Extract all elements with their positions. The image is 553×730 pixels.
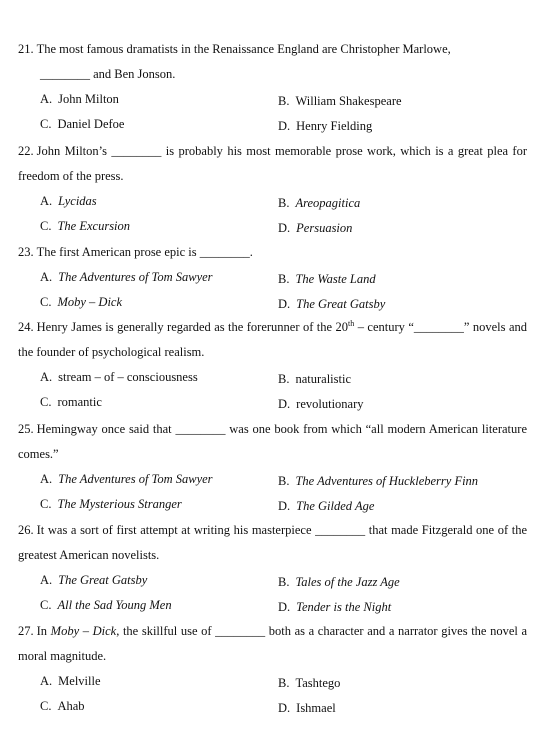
stem-text: It was a sort of first attempt at writing his masterpiece — [36, 523, 316, 537]
option-letter: D. — [278, 600, 291, 614]
option-a — [40, 669, 101, 694]
option-text: Henry Fielding — [296, 119, 373, 133]
question-stem — [18, 139, 527, 189]
option-c — [40, 290, 122, 315]
option-c — [40, 593, 172, 618]
option-text: Melville — [58, 674, 101, 688]
option-letter: D. — [278, 397, 291, 411]
question-number: 23. — [18, 245, 34, 259]
option-c — [40, 492, 182, 517]
option-letter: C. — [40, 117, 52, 131]
option-a — [40, 265, 213, 290]
question-number: 22. — [18, 144, 34, 158]
stem-text: both as a character and a narrator gives the novel a moral magnitude. — [18, 624, 528, 663]
option-b — [278, 191, 360, 216]
stem-title: Moby – Dick — [50, 624, 117, 638]
option-text: John Milton — [58, 92, 119, 106]
option-c — [40, 112, 124, 137]
option-c — [40, 694, 85, 719]
option-letter: D. — [278, 701, 291, 715]
answer-blank: ________ — [175, 422, 226, 436]
options-group — [18, 467, 527, 517]
option-a — [40, 467, 213, 492]
stem-text: – century “ — [354, 320, 414, 334]
option-text: Persuasion — [296, 221, 353, 235]
option-a — [40, 568, 147, 593]
question-21 — [18, 37, 527, 137]
option-text: The Adventures of Tom Sawyer — [58, 472, 213, 486]
answer-blank: ________ — [199, 245, 250, 259]
options-group — [18, 189, 527, 239]
question-22 — [18, 139, 527, 239]
option-letter: B. — [278, 575, 290, 589]
stem-text: The first American prose epic is — [36, 245, 200, 259]
option-d — [278, 292, 385, 317]
option-letter: A. — [40, 573, 53, 587]
option-letter: C. — [40, 219, 52, 233]
stem-text: . — [249, 245, 253, 259]
option-text: The Gilded Age — [296, 499, 375, 513]
option-text: The Mysterious Stranger — [57, 497, 182, 511]
option-text: Tales of the Jazz Age — [295, 575, 400, 589]
stem-text: In — [36, 624, 51, 638]
options-group — [18, 669, 527, 719]
option-b — [278, 469, 478, 494]
option-text: Areopagitica — [295, 196, 361, 210]
option-letter: C. — [40, 497, 52, 511]
option-d — [278, 114, 372, 139]
option-text: The Great Gatsby — [58, 573, 148, 587]
option-letter: A. — [40, 270, 53, 284]
option-letter: B. — [278, 676, 290, 690]
option-text: naturalistic — [295, 372, 352, 386]
question-stem — [18, 240, 527, 265]
option-d — [278, 696, 336, 721]
option-text: Tashtego — [295, 676, 341, 690]
superscript: th — [348, 318, 355, 328]
option-letter: B. — [278, 196, 290, 210]
answer-blank: ________ — [315, 523, 366, 537]
option-d — [278, 494, 374, 519]
question-26 — [18, 518, 527, 618]
stem-text: John Milton’s — [36, 144, 112, 158]
option-c — [40, 214, 130, 239]
stem-text: and Ben Jonson. — [90, 67, 176, 81]
option-letter: B. — [278, 474, 290, 488]
question-number: 24. — [18, 320, 34, 334]
stem-text: Henry James is generally regarded as the forerunner of the 20 — [36, 320, 349, 334]
question-stem — [18, 518, 527, 568]
answer-blank: ________ — [215, 624, 266, 638]
answer-blank: ________ — [413, 320, 464, 334]
question-number: 25. — [18, 422, 34, 436]
options-group — [18, 568, 527, 618]
option-text: The Excursion — [57, 219, 131, 233]
option-letter: D. — [278, 499, 291, 513]
option-text: Ahab — [57, 699, 85, 713]
option-text: The Adventures of Tom Sawyer — [58, 270, 213, 284]
option-letter: A. — [40, 674, 53, 688]
option-b — [278, 89, 402, 114]
option-d — [278, 595, 391, 620]
option-letter: A. — [40, 370, 53, 384]
option-d — [278, 216, 352, 241]
option-b — [278, 671, 340, 696]
option-letter: A. — [40, 472, 53, 486]
option-text: revolutionary — [296, 397, 364, 411]
option-letter: A. — [40, 194, 53, 208]
option-letter: B. — [278, 94, 290, 108]
option-b — [278, 570, 400, 595]
option-letter: C. — [40, 699, 52, 713]
options-group — [18, 87, 527, 137]
stem-text: Hemingway once said that — [36, 422, 176, 436]
option-text: stream – of – consciousness — [58, 370, 198, 384]
stem-text: that made Fitzgerald one of the greatest American novelists. — [18, 523, 527, 562]
option-d — [278, 392, 364, 417]
option-letter: C. — [40, 395, 52, 409]
stem-text: is probably his most memorable prose work, which is a great plea for freedom of the press. — [18, 144, 527, 183]
question-number: 26. — [18, 523, 34, 537]
question-25 — [18, 417, 527, 517]
option-letter: D. — [278, 297, 291, 311]
option-text: The Adventures of Huckleberry Finn — [295, 474, 479, 488]
option-text: Lycidas — [58, 194, 97, 208]
option-c — [40, 390, 102, 415]
option-letter: B. — [278, 272, 290, 286]
stem-text: ” novels and the founder of psychological realism. — [18, 320, 528, 359]
option-letter: C. — [40, 598, 52, 612]
option-text: All the Sad Young Men — [57, 598, 172, 612]
option-text: Ishmael — [296, 701, 336, 715]
option-text: Moby – Dick — [57, 295, 123, 309]
option-a — [40, 189, 97, 214]
option-text: William Shakespeare — [295, 94, 402, 108]
answer-blank: ________ — [40, 67, 90, 81]
option-text: The Great Gatsby — [296, 297, 386, 311]
option-text: Daniel Defoe — [57, 117, 125, 131]
question-27 — [18, 619, 527, 719]
option-letter: A. — [40, 92, 53, 106]
option-letter: C. — [40, 295, 52, 309]
options-group — [18, 265, 527, 315]
question-stem — [18, 37, 527, 87]
options-group — [18, 365, 527, 415]
stem-text: , the skillful use of — [116, 624, 216, 638]
option-a — [40, 87, 119, 112]
question-23 — [18, 240, 527, 315]
option-a — [40, 365, 198, 390]
stem-text: The most famous dramatists in the Renaissance England are Christopher Marlowe, — [36, 42, 451, 56]
option-letter: B. — [278, 372, 290, 386]
option-text: Tender is the Night — [296, 600, 392, 614]
option-b — [278, 267, 376, 292]
question-number: 21. — [18, 42, 34, 56]
option-text: romantic — [57, 395, 102, 409]
stem-text: was one book from which “all modern American literature comes.” — [18, 422, 527, 461]
question-stem — [18, 619, 527, 669]
question-number: 27. — [18, 624, 34, 638]
question-stem — [18, 417, 527, 467]
answer-blank: ________ — [111, 144, 162, 158]
question-stem — [18, 315, 527, 365]
option-letter: D. — [278, 221, 291, 235]
question-24 — [18, 315, 527, 415]
option-text: The Waste Land — [295, 272, 376, 286]
option-letter: D. — [278, 119, 291, 133]
option-b — [278, 367, 351, 392]
